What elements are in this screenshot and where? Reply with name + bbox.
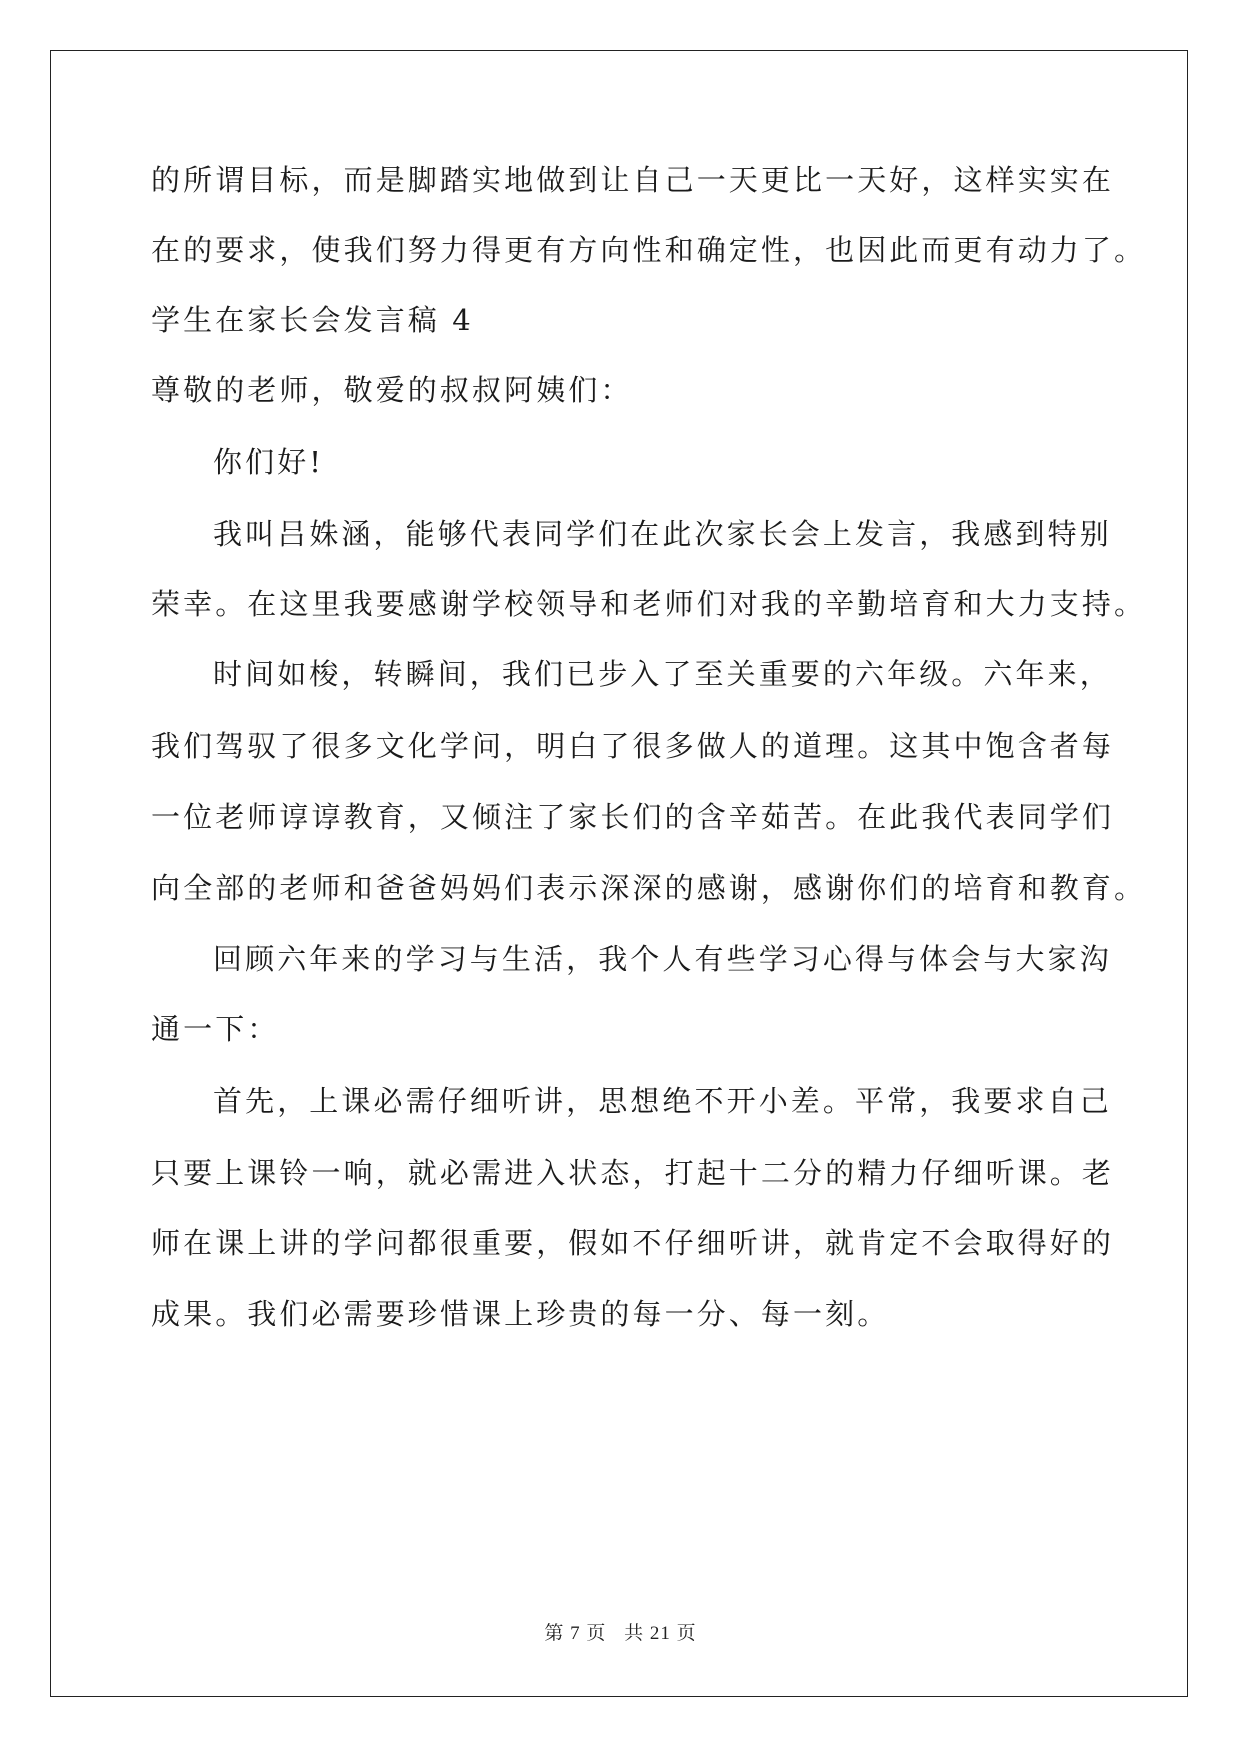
salutation: 尊敬的老师，敬爱的叔叔阿姨们： [151,373,633,407]
paragraph-line: 荣幸。在这里我要感谢学校领导和老师们对我的辛勤培育和大力支持。 [151,587,1147,621]
page-footer [0,1618,1241,1645]
greeting: 你们好! [213,445,325,479]
paragraph-line: 通一下： [151,1012,280,1046]
paragraph-line: 回顾六年来的学习与生活，我个人有些学习心得与体会与大家沟 [213,942,1112,976]
paragraph-line: 的所谓目标，而是脚踏实地做到让自己一天更比一天好，这样实实在 [151,163,1115,197]
section-heading: 学生在家长会发言稿 4 [151,303,474,337]
paragraph-line: 我叫吕姝涵，能够代表同学们在此次家长会上发言，我感到特别 [213,517,1112,551]
page-number: 第 7 页 [544,1623,607,1644]
paragraph-line: 在的要求，使我们努力得更有方向性和确定性，也因此而更有动力了。 [151,233,1147,267]
paragraph-line: 时间如梭，转瞬间，我们已步入了至关重要的六年级。六年来， [213,657,1112,691]
page-total: 共 21 页 [624,1623,697,1644]
paragraph-line: 只要上课铃一响，就必需进入状态，打起十二分的精力仔细听课。老 [151,1156,1115,1190]
paragraph-line: 我们驾驭了很多文化学问，明白了很多做人的道理。这其中饱含者每 [151,729,1115,763]
paragraph-line: 向全部的老师和爸爸妈妈们表示深深的感谢，感谢你们的培育和教育。 [151,871,1147,905]
paragraph-line: 首先，上课必需仔细听讲，思想绝不开小差。平常，我要求自己 [213,1084,1112,1118]
paragraph-line: 成果。我们必需要珍惜课上珍贵的每一分、每一刻。 [151,1297,890,1331]
paragraph-line: 一位老师谆谆教育，又倾注了家长们的含辛茹苦。在此我代表同学们 [151,800,1115,834]
paragraph-line: 师在课上讲的学问都很重要，假如不仔细听讲，就肯定不会取得好的 [151,1226,1115,1260]
